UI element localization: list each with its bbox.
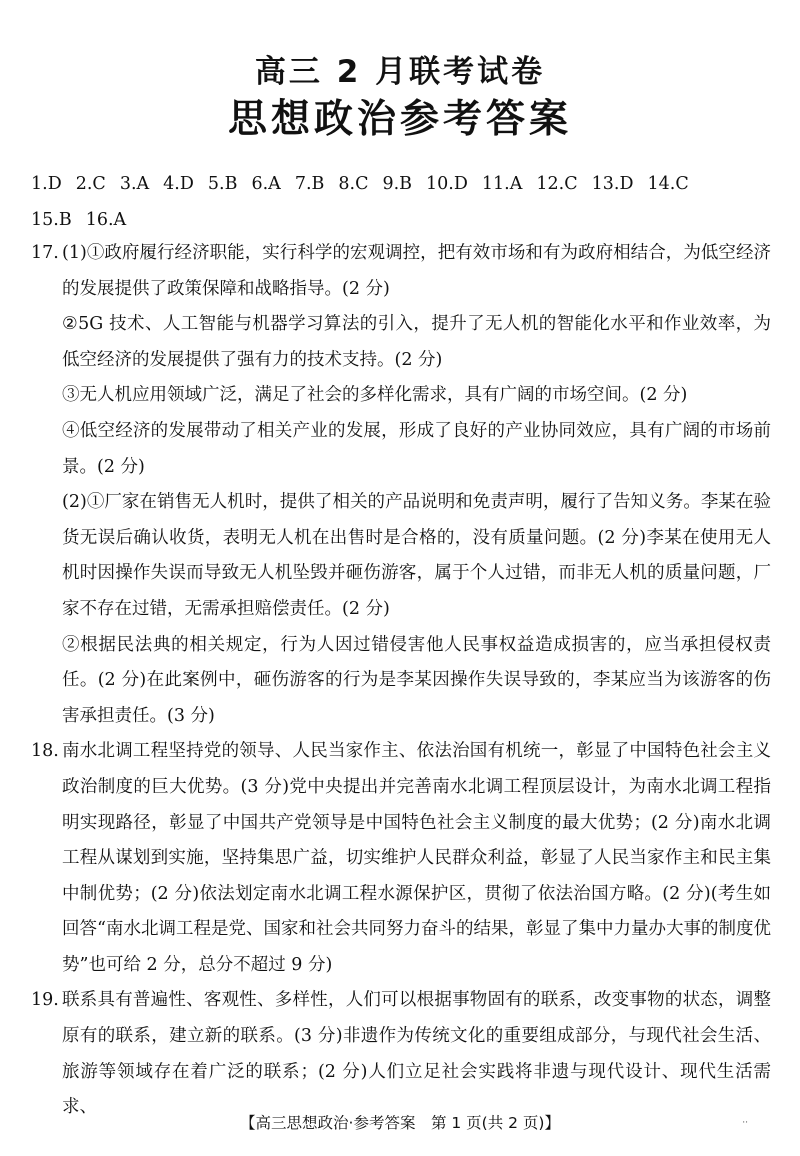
exam-title: 高三 2 月联考试卷 xyxy=(254,54,546,90)
answer-paragraph: 联系具有普遍性、客观性、多样性，人们可以根据事物固有的联系，改变事物的状态，调整原有的联系，建立新的联系。(3 分)非遗作为传统文化的重要组成部分，与现代社会生活、旅游等领域存在着广泛的联系；(2 分)人们立足社会实践将非遗与现代设计、现代生活需求、 xyxy=(62,990,771,1118)
page-footer: 【高三思想政治·参考答案 第 1 页(共 2 页)】 xyxy=(240,1114,560,1132)
question-number: 18. xyxy=(31,741,59,762)
answer-item: 14.C xyxy=(647,174,689,194)
corner-mark: ·· xyxy=(742,1118,748,1128)
answer-item: 9.B xyxy=(382,174,413,194)
question-19 xyxy=(31,983,771,1125)
answer-item: 6.A xyxy=(251,174,281,194)
multiple-choice-answers xyxy=(31,166,771,238)
answer-item: 4.D xyxy=(163,174,194,194)
answer-paragraph: (2)①厂家在销售无人机时，提供了相关的产品说明和免责声明，履行了告知义务。李某在验货无误后确认收货，表明无人机在出售时是合格的，没有质量问题。(2 分)李某在使用无人机时因操作失误而导致无人机坠毁并砸伤游客，属于个人过错，而非无人机的质量问题，厂家不存在过错，无需承担赔偿责任。(2 分) xyxy=(62,492,771,619)
answer-paragraph: 南水北调工程坚持党的领导、人民当家作主、依法治国有机统一，彰显了中国特色社会主义政治制度的巨大优势。(3 分)党中央提出并完善南水北调工程顶层设计，为南水北调工程指明实现路径，彰显了中国共产党领导是中国特色社会主义制度的最大优势；(2 分)南水北调工程从谋划到实施，坚持集思广益，切实维护人民群众利益，彰显了人民当家作主和民主集中制优势；(2 分)依法划定南水北调工程水源保护区，贯彻了依法治国方略。(2 分)(考生如回答“南水北调工程是党、国家和社会共同努力奋斗的结果，彰显了集中力量办大事的制度优势”也可给 2 分，总分不超过 9 分) xyxy=(62,741,771,975)
answer-item: 1.D xyxy=(31,174,62,194)
answer-paragraph: (1)①政府履行经济职能，实行科学的宏观调控，把有效市场和有为政府相结合，为低空经济的发展提供了政策保障和战略指导。(2 分) xyxy=(62,243,771,299)
question-17 xyxy=(31,236,771,734)
answer-row-1 xyxy=(31,166,771,202)
answer-paragraph: ④低空经济的发展带动了相关产业的发展，形成了良好的产业协同效应，具有广阔的市场前景。(2 分) xyxy=(62,420,771,477)
essay-answers xyxy=(31,236,771,1126)
answer-item: 11.A xyxy=(481,174,523,194)
answer-item: 12.C xyxy=(536,174,578,194)
question-number: 19. xyxy=(31,990,59,1011)
answer-paragraph: ③无人机应用领域广泛，满足了社会的多样化需求，具有广阔的市场空间。(2 分) xyxy=(62,385,688,406)
answer-item: 10.D xyxy=(426,174,468,194)
answer-paragraph: ②根据民法典的相关规定，行为人因过错侵害他人民事权益造成损害的，应当承担侵权责任。(2 分)在此案例中，砸伤游客的行为是李某因操作失误导致的，李某应当为该游客的伤害承担责任。(3 分) xyxy=(62,634,771,726)
answer-item: 16.A xyxy=(85,210,127,230)
answer-item: 3.A xyxy=(119,174,150,194)
answer-key-title: 思想政治参考答案 xyxy=(227,97,572,142)
answer-item: 5.B xyxy=(207,174,238,194)
answer-item: 2.C xyxy=(75,174,106,194)
answer-item: 13.D xyxy=(591,174,634,194)
answer-item: 7.B xyxy=(294,174,325,194)
answer-item: 15.B xyxy=(31,210,72,230)
question-18 xyxy=(31,734,771,983)
answer-item: 8.C xyxy=(338,174,369,194)
answer-paragraph: ②5G 技术、人工智能与机器学习算法的引入，提升了无人机的智能化水平和作业效率，为低空经济的发展提供了强有力的技术支持。(2 分) xyxy=(62,314,771,370)
question-number: 17. xyxy=(31,243,59,263)
answer-row-2 xyxy=(31,202,771,238)
